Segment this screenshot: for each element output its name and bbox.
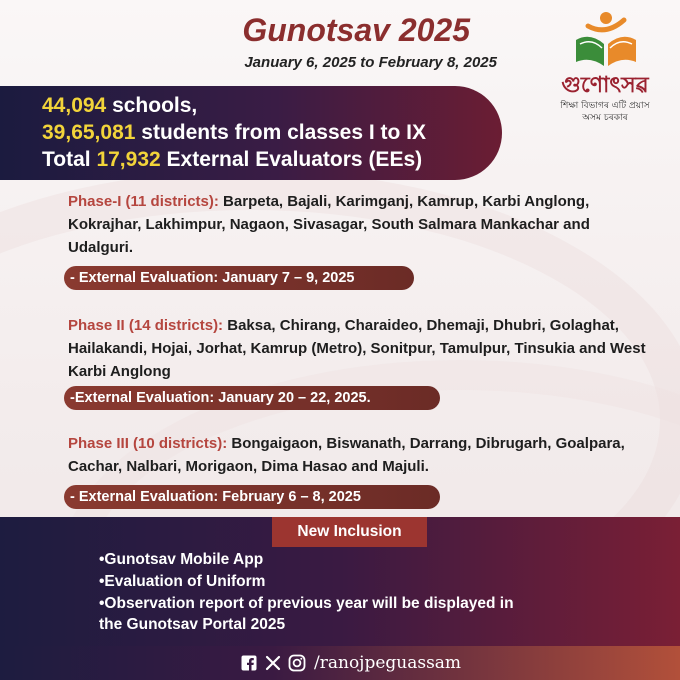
logo-wordmark: গুণোৎসৱ	[561, 73, 649, 98]
book-figure-icon	[540, 6, 670, 70]
students-stat: 39,65,081 students from classes I to IX	[42, 121, 427, 144]
stats-banner	[0, 86, 502, 180]
date-range: January 6, 2025 to February 8, 2025	[244, 54, 497, 71]
phase-3-heading: Phase III (10 districts):	[68, 435, 228, 452]
facebook-icon[interactable]	[240, 654, 258, 672]
social-handle[interactable]: /ranojpeguassam	[314, 653, 462, 673]
logo-govt: অসম চৰকাৰ	[582, 113, 628, 123]
phase-2-districts: Baksa, Chirang, Charaideo, Dhemaji, Dhubri, Golaghat, Hailakandi, Hojai, Jorhat, Kamrup (Metro), Sonitpur, Tamulpur, Tinsukia and West Karbi Anglong	[68, 317, 646, 380]
phase-1-heading: Phase-I (11 districts):	[68, 193, 219, 210]
page-title: Gunotsav 2025	[242, 12, 470, 48]
x-icon[interactable]	[264, 654, 282, 672]
phase-1-districts: Barpeta, Bajali, Karimganj, Kamrup, Karbi Anglong, Kokrajhar, Lakhimpur, Nagaon, Sivasagar, South Salmara Mankachar and Udalguri.	[68, 193, 590, 256]
phase-2-evaluation: -External Evaluation: January 20 – 22, 2025.	[64, 386, 440, 410]
logo-tagline: শিক্ষা বিভাগৰ এটি প্ৰয়াস	[560, 101, 650, 111]
instagram-icon[interactable]	[288, 654, 306, 672]
inclusion-item: •Gunotsav Mobile App	[99, 551, 264, 568]
inclusion-item: •Observation report of previous year will be displayed in	[99, 595, 514, 612]
inclusion-item: •Evaluation of Uniform	[99, 573, 266, 590]
evaluators-stat: Total 17,932 External Evaluators (EEs)	[42, 148, 423, 171]
phase-3-evaluation: - External Evaluation: February 6 – 8, 2025	[64, 485, 440, 509]
phase-1-evaluation: - External Evaluation: January 7 – 9, 2025	[64, 266, 414, 290]
new-inclusion-label: New Inclusion	[272, 517, 427, 547]
phase-3-text	[68, 432, 658, 478]
phase-2-heading: Phase II (14 districts):	[68, 317, 224, 334]
schools-stat: 44,094 schools,	[42, 94, 198, 117]
social-links	[240, 651, 461, 675]
phase-3-districts: Bongaigaon, Biswanath, Darrang, Dibrugarh, Goalpara, Cachar, Nalbari, Morigaon, Dima Hasao and Majuli.	[68, 435, 625, 475]
phase-2-text	[68, 314, 658, 383]
inclusion-item: the Gunotsav Portal 2025	[99, 616, 286, 633]
gunotsav-logo	[540, 6, 670, 123]
phase-1-text	[68, 190, 658, 259]
